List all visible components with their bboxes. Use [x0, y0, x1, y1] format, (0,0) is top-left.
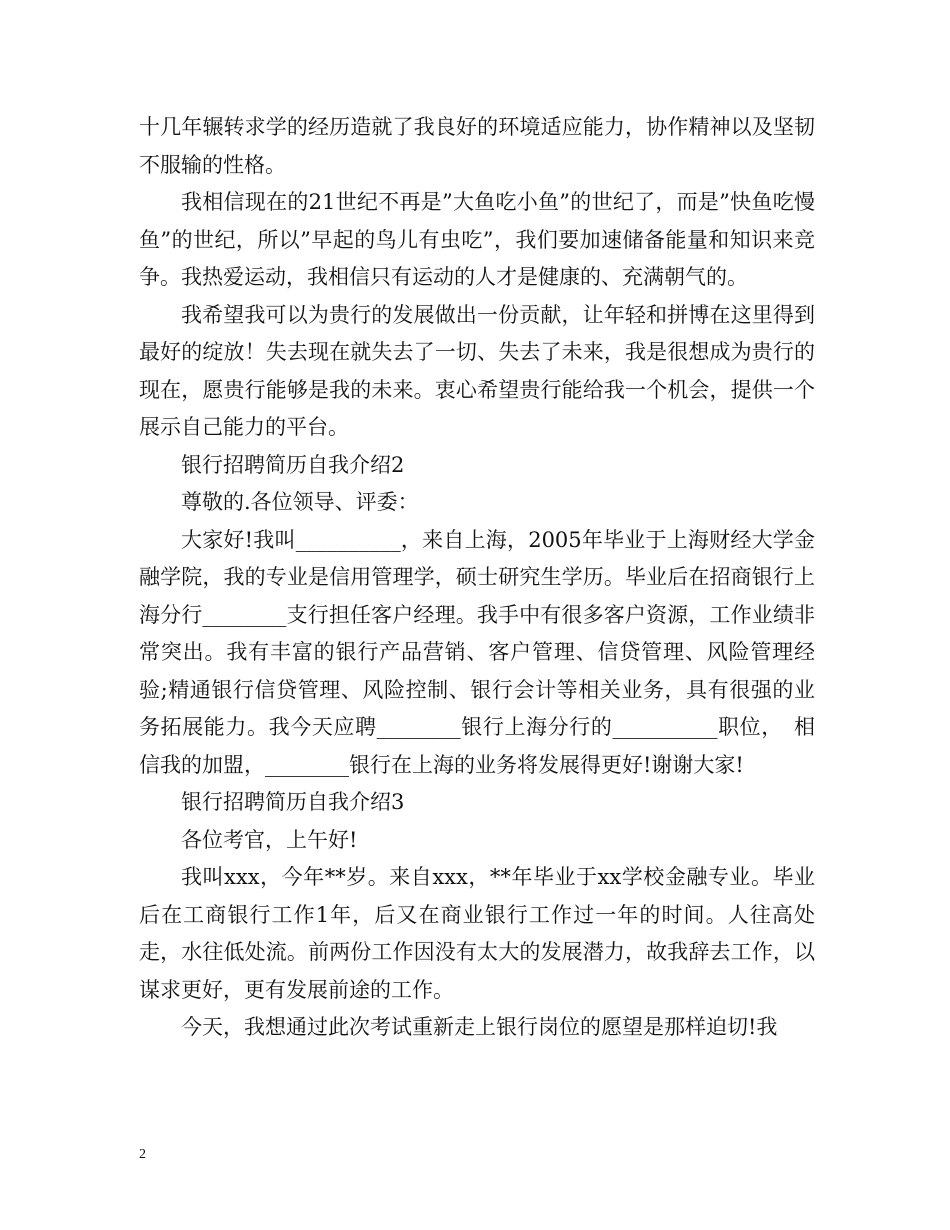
paragraph-3: 我希望我可以为贵行的发展做出一份贡献，让年轻和拼博在这里得到最好的绽放！失去现在就失去了一切、失去了未来，我是很想成为贵行的现在，愿贵行能够是我的未来。衷心希望贵行能给我一个机会，提供一个展示自己能力的平台。	[139, 302, 815, 439]
section-heading-2: 银行招聘简历自我介绍2	[181, 452, 405, 477]
document-body	[139, 109, 815, 1047]
page-number: 2	[139, 1147, 146, 1162]
paragraph-1: 十几年辗转求学的经历造就了我良好的环境适应能力，协作精神以及坚韧不服输的性格。	[139, 115, 815, 177]
greeting-2: 尊敬的.各位领导、评委：	[181, 490, 419, 514]
paragraph-2: 我相信现在的21世纪不再是”大鱼吃小鱼”的世纪了，而是”快鱼吃慢鱼”的世纪，所以”早起的鸟儿有虫吃”，我们要加速储备能量和知识来竞争。我热爱运动，我相信只有运动的人才是健康的、充满朝气的。	[139, 190, 815, 289]
section-heading-3: 银行招聘简历自我介绍3	[181, 790, 405, 814]
paragraph-intro-2: 大家好!我叫__________，来自上海，2005年毕业于上海财经大学金融学院，我的专业是信用管理学，硕士研究生学历。毕业后在招商银行上海分行________支行担任客户经理。我手中有很多客户资源，工作业绩非常突出。我有丰富的银行产品营销、客户管理、信贷管理、风险管理经验;精通银行信贷管理、风险控制、银行会计等相关业务，具有很强的业务拓展能力。我今天应聘________银行上海分行的__________职位， 相信我的加盟，________银行在上海的业务将发展得更好!谢谢大家!	[139, 527, 815, 777]
greeting-3: 各位考官，上午好!	[181, 827, 358, 852]
paragraph-intro-3: 我叫xxx，今年**岁。来自xxx，**年毕业于xx学校金融专业。毕业后在工商银行工作1年，后又在商业银行工作过一年的时间。人往高处走，水往低处流。前两份工作因没有太大的发展潜力，故我辞去工作，以谋求更好，更有发展前途的工作。	[139, 865, 815, 1002]
paragraph-closing: 今天，我想通过此次考试重新走上银行岗位的愿望是那样迫切!我	[181, 1015, 778, 1039]
